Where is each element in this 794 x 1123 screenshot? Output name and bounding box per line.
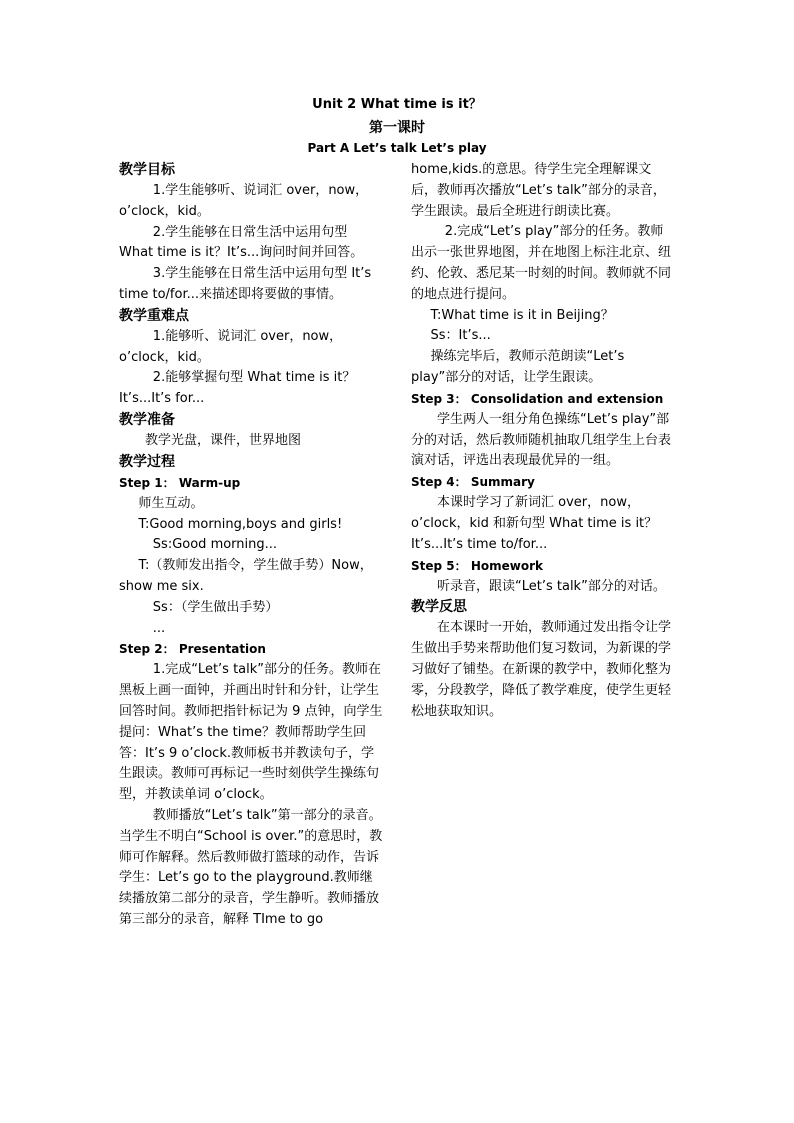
step-2-paragraph: 1.完成“Let’s talk”部分的任务。教师在黑板上画一面钟，并画出时针和分针，让学生回答时间。教师把指针标记为 9 点钟，向学生提问：What’s the time？教师帮助学生回答：It’s 9 o’clock.教师板书并教读句子，学生跟读。教师可再标记一些时刻供学生操练句型，并教读单词 o’clock。 — [119, 662, 383, 803]
step-4-heading: Step 4： Summary — [411, 475, 535, 490]
step-2-paragraph: 操练完毕后，教师示范朗读“Let’s play”部分的对话，让学生跟读。 — [411, 349, 625, 385]
objective-3: 3.学生能够在日常生活中运用句型 It’s time to/for...来描述即将要做的事情。 — [119, 266, 372, 302]
step-3-paragraph: 学生两人一组分角色操练“Let’s play”部分的对话，然后教师随机抽取几组学生上台表演对话，评选出表现最优异的一组。 — [411, 411, 672, 469]
step-3-heading: Step 3： Consolidation and extension — [411, 391, 664, 406]
step-1-line: Ss：（学生做出手势） — [152, 599, 279, 615]
right-column — [411, 160, 675, 722]
key-point-2: 2.能够掌握句型 What time is it？It’s...It’s for... — [119, 370, 356, 407]
left-column — [119, 160, 383, 931]
preparation-text: 教学光盘，课件，世界地图 — [145, 432, 302, 448]
step-4-paragraph: 本课时学习了新词汇 over，now，o’clock，kid 和新句型 What time is it？It’s...It’s time to/for... — [411, 495, 658, 552]
continued-paragraph: home,kids.的意思。待学生完全理解课文后，教师再次播放“Let’s talk”部分的录音，学生跟读。最后全班进行朗读比赛。 — [411, 162, 666, 219]
objective-2: 2.学生能够在日常生活中运用句型 What time is it？It’s...询问时间并回答。 — [119, 224, 364, 261]
dialogue-line: T:What time is it in Beijing？ — [430, 307, 614, 323]
step-1-line: T:（教师发出指令，学生做手势）Now，show me six. — [119, 558, 373, 594]
preparation-heading: 教学准备 — [119, 411, 175, 428]
step-2-heading: Step 2： Presentation — [119, 642, 266, 657]
step-1-line: 师生互动。 — [138, 495, 204, 511]
objectives-heading: 教学目标 — [119, 162, 175, 178]
step-1-line: ... — [152, 620, 166, 636]
document-title: Unit 2 What time is it？ — [312, 97, 482, 112]
step-2-paragraph: 2.完成“Let’s play”部分的任务。教师出示一张世界地图，并在地图上标注北京、纽约、伦敦、悉尼某一时刻的时间。教师就不同的地点进行提问。 — [411, 224, 672, 302]
reflection-paragraph: 在本课时一开始，教师通过发出指令让学生做出手势来帮助他们复习数词，为新课的学习做好了铺垫。在新课的教学中，教师化整为零，分段教学，降低了教学难度，使学生更轻松地获取知识。 — [411, 620, 672, 719]
step-1-heading: Step 1： Warm-up — [119, 475, 241, 490]
step-1-line: T:Good morning,boys and girls! — [138, 516, 343, 532]
reflection-heading: 教学反思 — [411, 599, 467, 616]
step-1-line: Ss:Good morning... — [152, 537, 278, 553]
process-heading: 教学过程 — [119, 453, 175, 470]
step-5-paragraph: 听录音，跟读“Let’s talk”部分的对话。 — [437, 578, 666, 594]
lesson-label: 第一课时 — [369, 120, 425, 136]
part-label: Part A Let’s talk Let’s play — [307, 141, 487, 155]
step-5-heading: Step 5： Homework — [411, 558, 543, 573]
dialogue-line: Ss：It’s... — [430, 328, 491, 344]
key-point-1: 1.能够听、说词汇 over，now，o’clock，kid。 — [119, 328, 343, 365]
objective-1: 1.学生能够听、说词汇 over，now，o’clock，kid。 — [119, 183, 369, 219]
step-2-paragraph: 教师播放“Let’s talk”第一部分的录音。当学生不明白“School is over.”的意思时，教师可作解释。然后教师做打篮球的动作，告诉学生：Let’s go to the playground.教师继续播放第二部分的录音，学生静听。教师播放第三部分的录音，解释 TIme to go — [119, 807, 383, 927]
key-points-heading: 教学重难点 — [119, 307, 189, 324]
